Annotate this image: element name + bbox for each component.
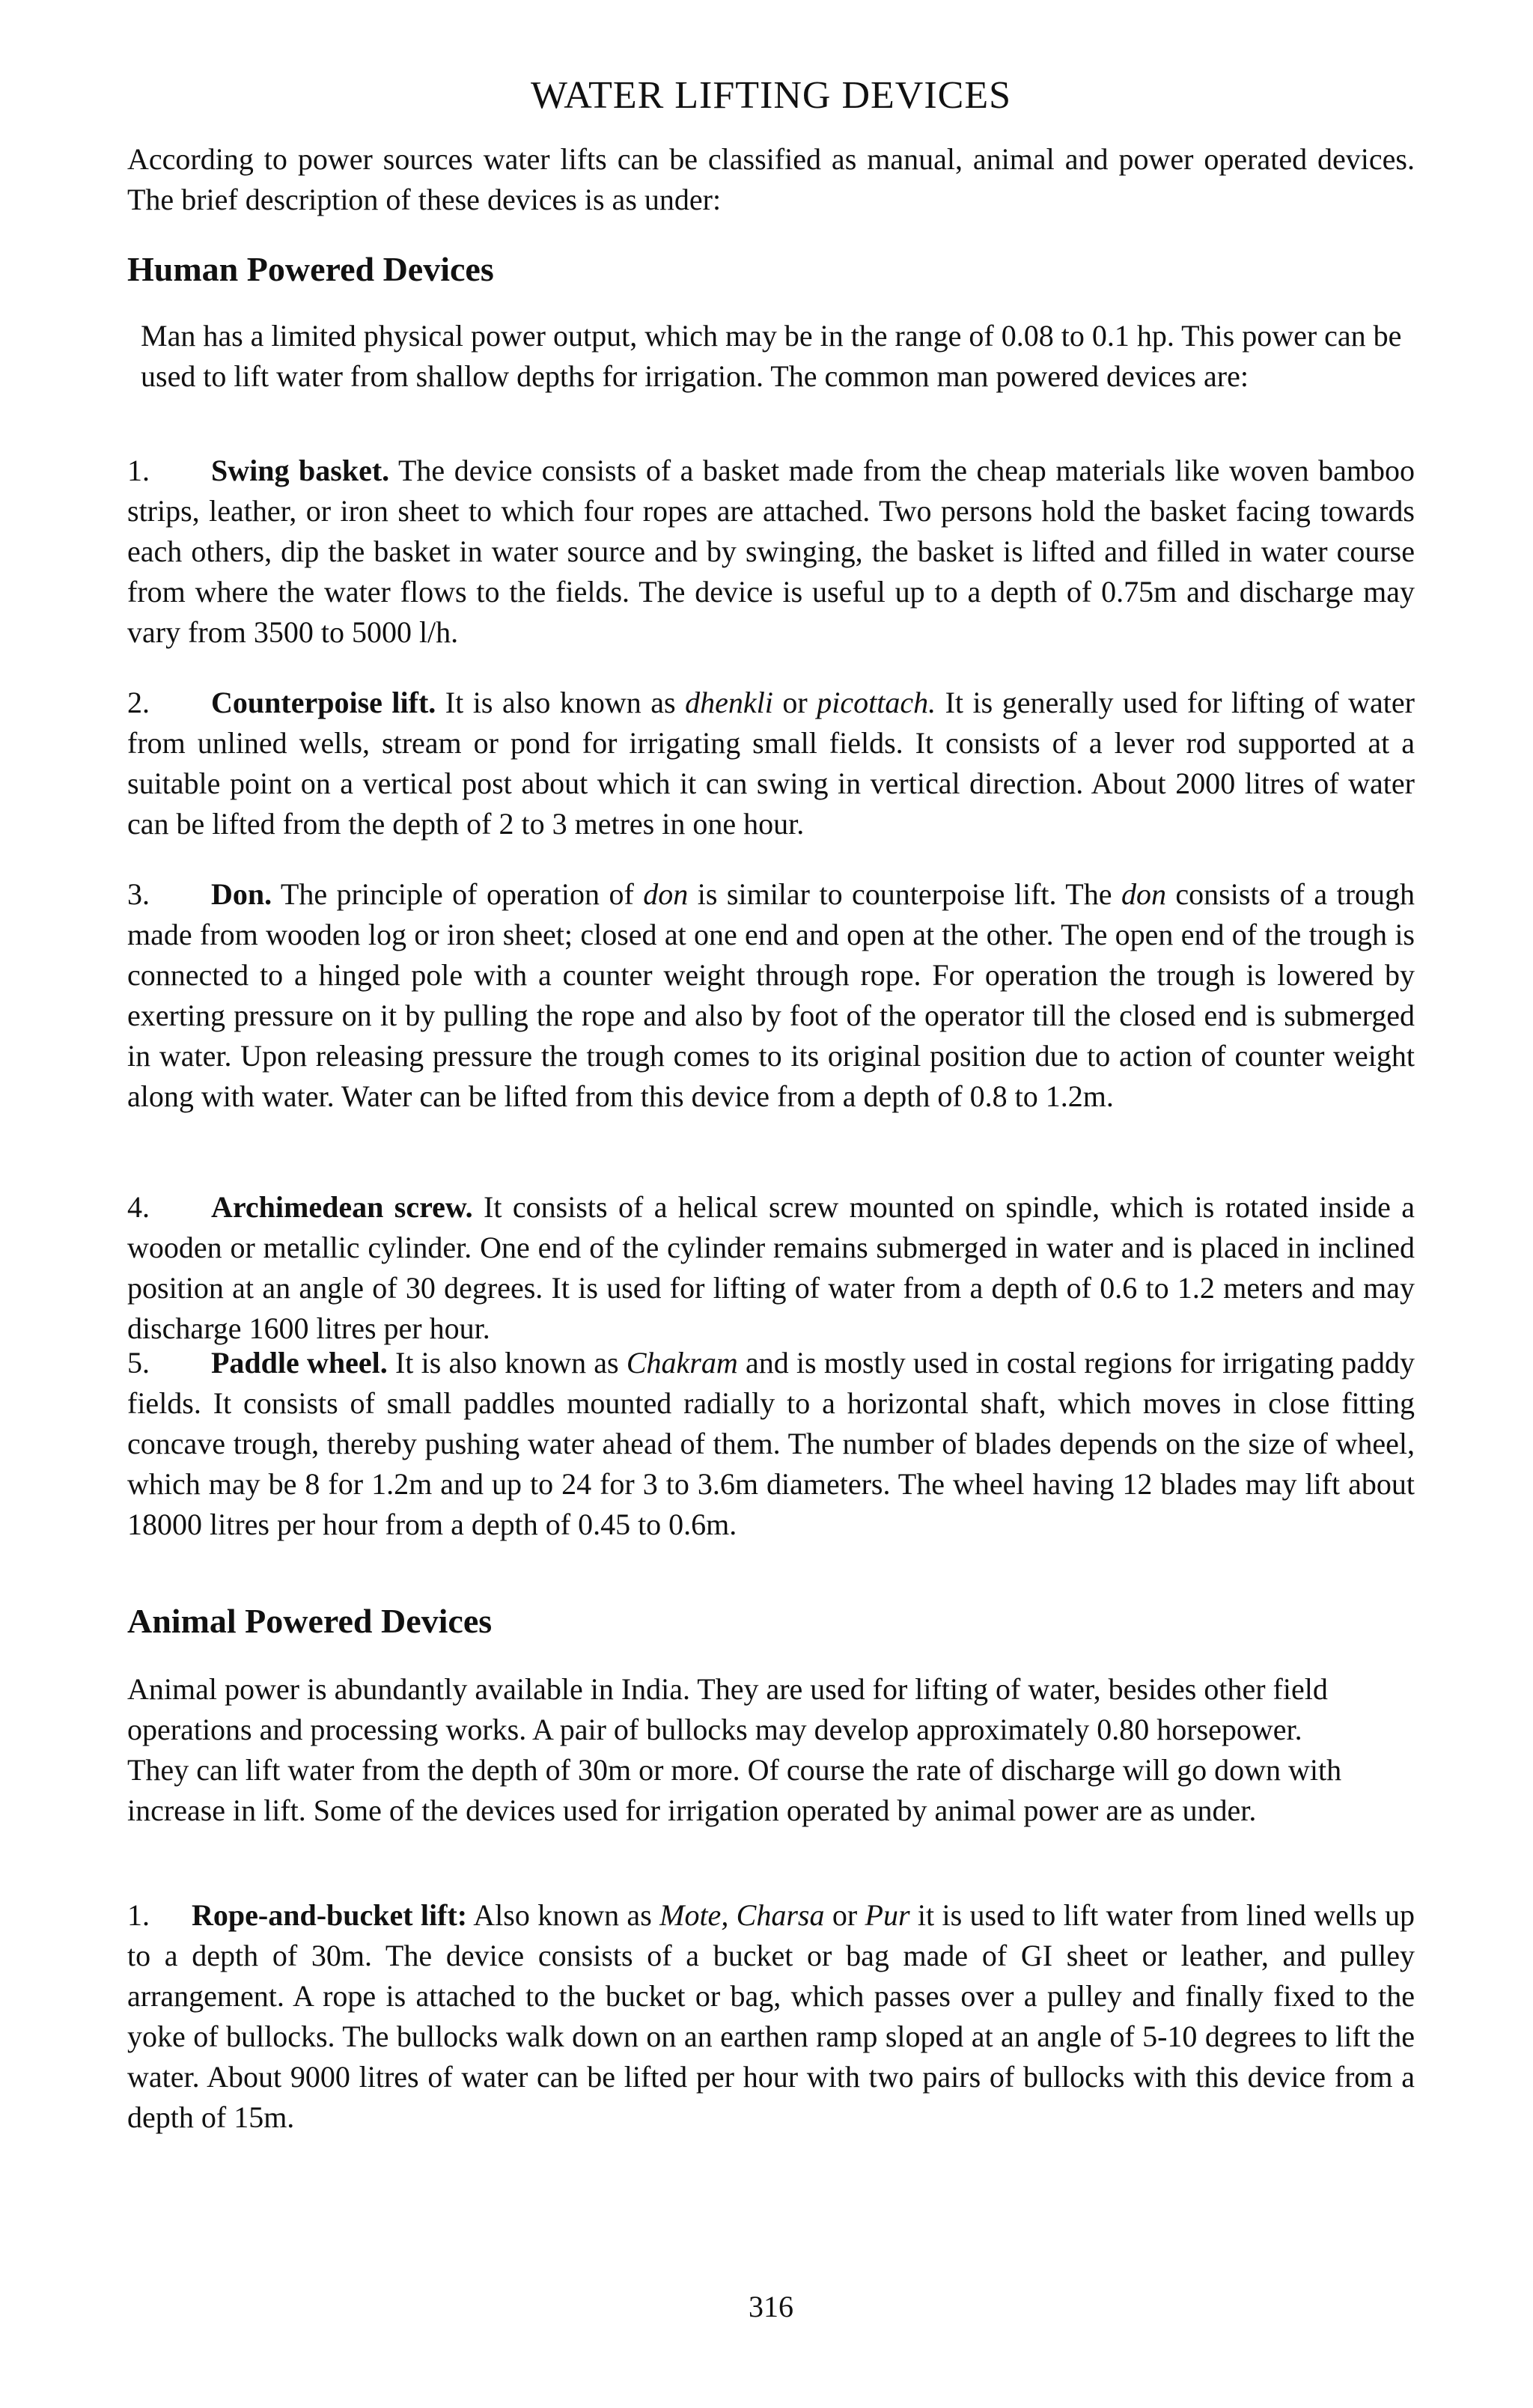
item-number: 4.	[127, 1190, 150, 1224]
item-text: Also known as	[473, 1898, 652, 1932]
item-number: 3.	[127, 877, 150, 911]
item-text: The device consists of a basket made from the cheap materials like woven bamboo strips, leather, or iron sheet to which four ropes are attached. Two persons hold the basket facing towards each others, dip the basket in water source and by swinging, the basket is lifted and filled in water course from where the water flows to the fields. The device is useful up to a depth of 0.75m and discharge may vary from 3500 to 5000 l/h.	[127, 454, 1415, 649]
item-italic-term: picottach.	[817, 686, 936, 719]
item-text: It is generally used for lifting of water from unlined wells, stream or pond for irrigating small fields. It consists of a lever rod supported at a suitable point on a vertical post about which it can swing in vertical direction. About 2000 litres of water can be lifted from the depth of 2 to 3 metres in one hour.	[127, 686, 1415, 841]
page-title: WATER LIFTING DEVICES	[530, 74, 1012, 117]
list-item-swing-basket	[127, 451, 1415, 653]
section-heading-animal: Animal Powered Devices	[127, 1602, 493, 1640]
list-item-don	[127, 874, 1415, 1117]
intro-paragraph: According to power sources water lifts can be classified as manual, animal and power operated devices. The brief description of these devices is as under:	[127, 142, 1415, 216]
item-text: and is mostly used in costal regions for irrigating paddy fields. It consists of small paddles mounted radially to a horizontal shaft, which moves in close fitting concave trough, thereby pushing water ahead of them. The number of blades depends on the size of wheel, which may be 8 for 1.2m and up to 24 for 3 to 3.6m diameters. The wheel having 12 blades may lift about 18000 litres per hour from a depth of 0.45 to 0.6m.	[127, 1346, 1415, 1541]
animal-intro-paragraph: Animal power is abundantly available in India. They are used for lifting of water, besides other field operations and processing works. A pair of bullocks may develop approximately 0.80 horsepower. They can lift water from the depth of 30m or more. Of course the rate of discharge will go down with increase in lift. Some of the devices used for irrigation operated by animal power are as under.	[127, 1672, 1342, 1827]
item-text: it is used to lift water from lined wells up to a depth of 30m. The device consists of a bucket or bag made of GI sheet or leather, and pulley arrangement. A rope is attached to the bucket or bag, which passes over a pulley and finally fixed to the yoke of bullocks. The bullocks walk down on an earthen ramp sloped at an angle of 5-10 degrees to lift the water. About 9000 litres of water can be lifted per hour with two pairs of bullocks with this device from a depth of 15m.	[127, 1898, 1415, 2134]
item-text: consists of a trough made from wooden log or iron sheet; closed at one end and open at the other. The open end of the trough is connected to a hinged pole with a counter weight through rope. For operation the trough is lowered by exerting pressure on it by pulling the rope and also by foot of the operator till the closed end is submerged in water. Upon releasing pressure the trough comes to its original position due to action of counter weight along with water. Water can be lifted from this device from a depth of 0.8 to 1.2m.	[127, 877, 1415, 1113]
item-italic-term: dhenkli	[685, 686, 773, 719]
item-text: is similar to counterpoise lift. The	[697, 877, 1112, 911]
item-term: Rope-and-bucket lift:	[192, 1898, 468, 1932]
list-item-archimedean-screw	[127, 1187, 1415, 1349]
item-number: 5.	[127, 1346, 150, 1380]
item-term: Swing basket.	[211, 454, 390, 487]
item-italic-term: don	[1121, 877, 1166, 911]
list-item-counterpoise-lift	[127, 683, 1415, 844]
item-text: The principle of operation of	[280, 877, 634, 911]
item-term: Counterpoise lift.	[211, 686, 436, 719]
list-item-rope-and-bucket-lift	[127, 1895, 1415, 2138]
page-number: 316	[749, 2290, 793, 2323]
item-text: It is also known as	[445, 686, 676, 719]
item-italic-term: don	[643, 877, 689, 911]
item-italic-term: Mote, Charsa	[659, 1898, 825, 1932]
item-text: It is also known as	[394, 1346, 619, 1380]
item-text: It consists of a helical screw mounted on spindle, which is rotated inside a wooden or metallic cylinder. One end of the cylinder remains submerged in water and is placed in inclined position at an angle of 30 degrees. It is used for lifting of water from a depth of 0.6 to 1.2 meters and may discharge 1600 litres per hour.	[127, 1190, 1415, 1345]
item-term: Archimedean screw.	[211, 1190, 473, 1224]
item-number: 2.	[127, 686, 150, 719]
item-text: or	[782, 686, 808, 719]
section-heading-human: Human Powered Devices	[127, 250, 494, 288]
item-number: 1.	[127, 454, 150, 487]
item-term: Don.	[211, 877, 272, 911]
list-item-paddle-wheel	[127, 1343, 1415, 1545]
item-term: Paddle wheel.	[211, 1346, 388, 1380]
item-text: or	[832, 1898, 858, 1932]
human-intro-paragraph: Man has a limited physical power output, which may be in the range of 0.08 to 0.1 hp. This power can be used to lift water from shallow depths for irrigation. The common man powered devices are:	[141, 319, 1402, 393]
item-italic-term: Pur	[865, 1898, 910, 1932]
item-italic-term: Chakram	[626, 1346, 738, 1380]
item-number: 1.	[127, 1898, 150, 1932]
